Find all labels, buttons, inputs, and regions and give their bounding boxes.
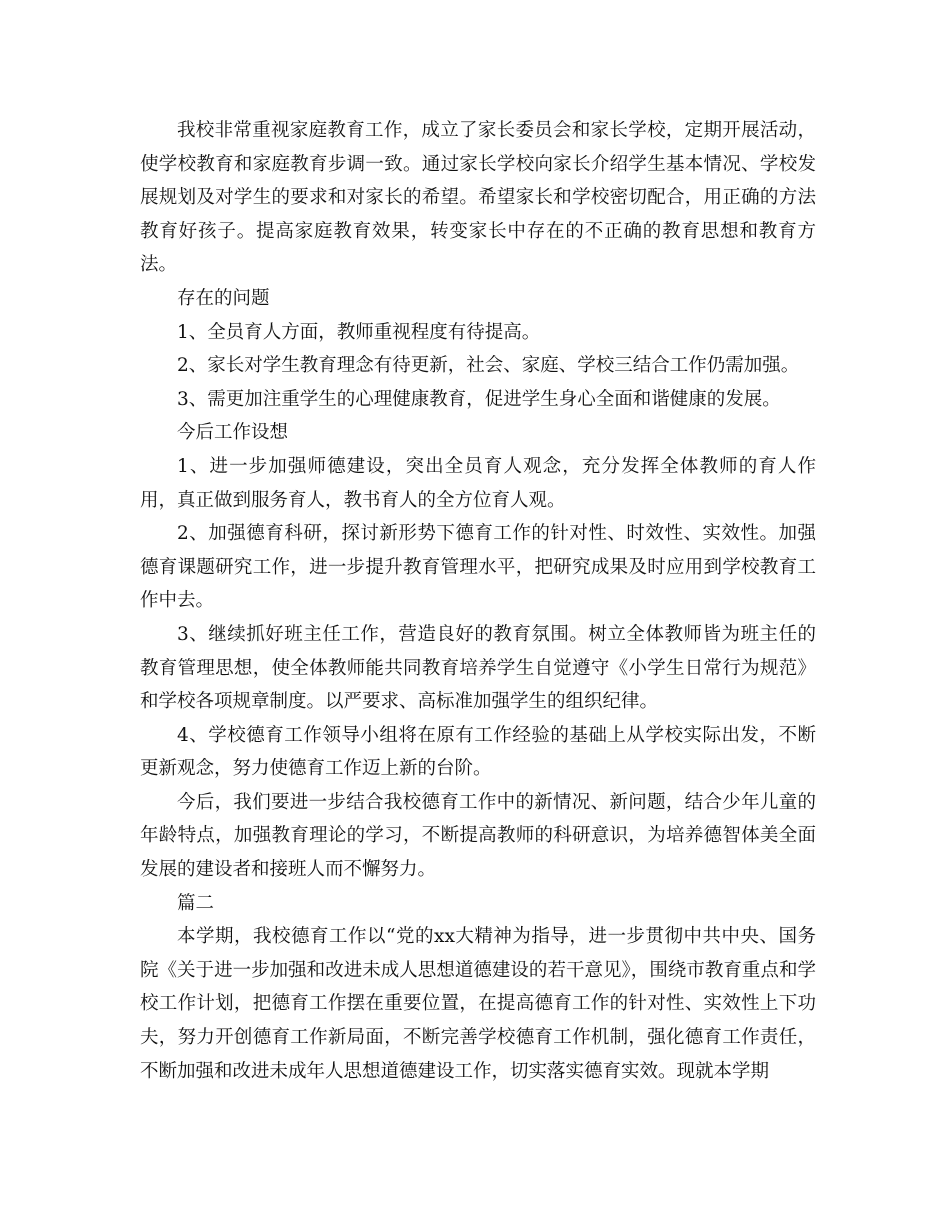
heading-existing-problems: 存在的问题 [177, 287, 270, 309]
paragraph-semester-intro: 本学期，我校德育工作以“党的xx大精神为指导，进一步贯彻中共中央、国务院《关于进一步加强和改进未成人思想道德建设的若干意见》，围绕市教育重点和学校工作计划，把德育工作摆在重要位置，在提高德育工作的针对性、实效性上下功夫，努力开创德育工作新局面，不断完善学校德育工作机制，强化德育工作责任，不断加强和改进未成年人思想道德建设工作，切实落实德育实效。现就本学期 [140, 926, 816, 1082]
problem-item-2: 2、家长对学生教育理念有待更新，社会、家庭、学校三结合工作仍需加强。 [177, 355, 800, 377]
plan-item-2: 2、加强德育科研，探讨新形势下德育工作的针对性、时效性、实效性。加强德育课题研究工作，进一步提升教育管理水平，把研究成果及时应用到学校教育工作中去。 [140, 523, 816, 612]
heading-future-plans: 今后工作设想 [177, 422, 289, 444]
document-body [140, 114, 816, 1088]
plan-item-1: 1、进一步加强师德建设，突出全员育人观念，充分发挥全体教师的育人作用，真正做到服务育人，教书育人的全方位育人观。 [140, 455, 816, 511]
problem-item-1: 1、全员育人方面，教师重视程度有待提高。 [177, 321, 541, 343]
plan-item-4: 4、学校德育工作领导小组将在原有工作经验的基础上从学校实际出发，不断更新观念，努力使德育工作迈上新的台阶。 [140, 724, 816, 780]
plan-item-3: 3、继续抓好班主任工作，营造良好的教育氛围。树立全体教师皆为班主任的教育管理思想，使全体教师能共同教育培养学生自觉遵守《小学生日常行为规范》和学校各项规章制度。以严要求、高标准加强学生的组织纪律。 [140, 623, 816, 713]
paragraph-family-education: 我校非常重视家庭教育工作，成立了家长委员会和家长学校，定期开展活动，使学校教育和家庭教育步调一致。通过家长学校向家长介绍学生基本情况、学校发展规划及对学生的要求和对家长的希望。希望家长和学校密切配合，用正确的方法教育好孩子。提高家庭教育效果，转变家长中存在的不正确的教育思想和教育方法。 [140, 120, 816, 276]
problem-item-3: 3、需更加注重学生的心理健康教育，促进学生身心全面和谐健康的发展。 [177, 388, 781, 410]
heading-part-two: 篇二 [177, 892, 215, 914]
paragraph-conclusion: 今后，我们要进一步结合我校德育工作中的新情况、新问题，结合少年儿童的年龄特点，加强教育理论的学习，不断提高教师的科研意识，为培养德智体美全面发展的建设者和接班人而不懈努力。 [140, 791, 816, 881]
